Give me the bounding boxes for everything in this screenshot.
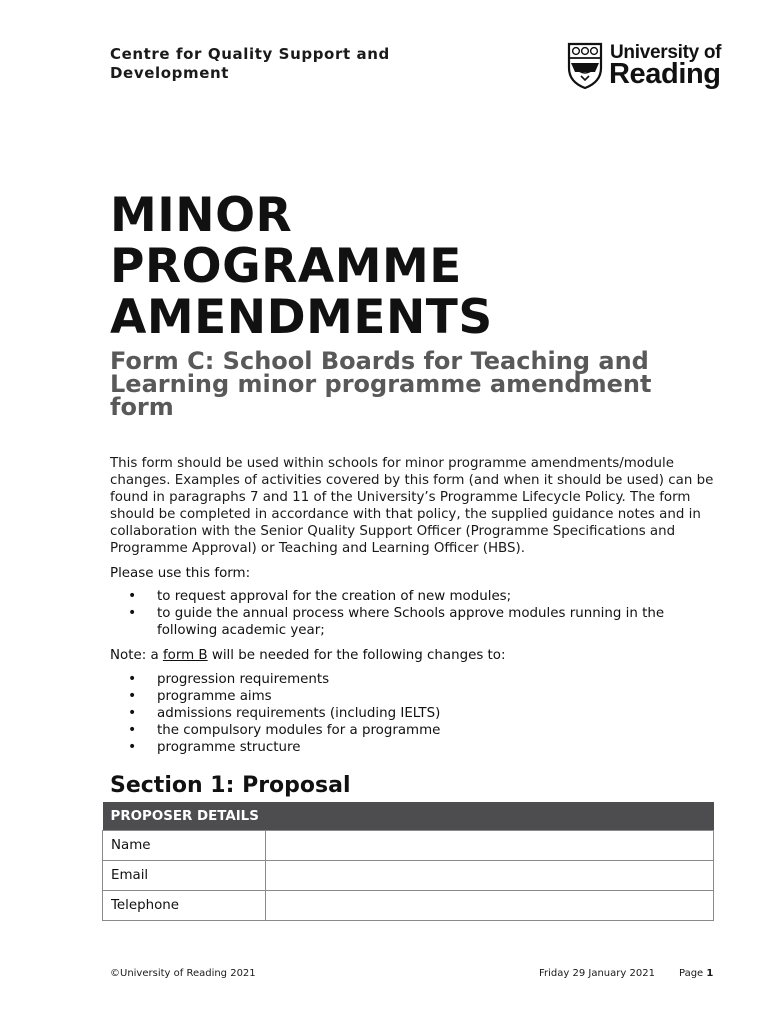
table-row xyxy=(103,891,714,921)
page-label: Page xyxy=(679,968,704,979)
department-name: Centre for Quality Support and Development xyxy=(110,45,390,82)
intro-paragraph: This form should be used within schools for minor programme amendments/module changes. Examples of activities covered by this form (and when it should be used) can be found in paragraphs 7 and 11 of the University’s Programme Lifecycle Policy. The form should be completed in accordance with that policy, the supplied guidance notes and in collaboration with the Senior Quality Support Officer (Programme Specifications and Programme Approval) or Teaching and Learning Officer (HBS). xyxy=(110,456,714,556)
list-item: • programme structure xyxy=(128,739,718,756)
table-row xyxy=(103,861,714,891)
logo-text-line1: University of xyxy=(610,42,722,63)
title-line: PROGRAMME xyxy=(110,239,462,294)
list-item: • to guide the annual process where Schools approve modules running in the following academic year; xyxy=(128,605,718,639)
name-label: Name xyxy=(103,831,266,861)
university-logo xyxy=(567,42,727,94)
footer-copyright: ©University of Reading 2021 xyxy=(110,968,256,979)
title-line: MINOR xyxy=(110,188,293,243)
changes-list xyxy=(128,671,718,756)
document-title xyxy=(110,190,670,343)
list-item: • programme aims xyxy=(128,688,718,705)
table-row xyxy=(103,831,714,861)
list-item: • admissions requirements (including IELTS) xyxy=(128,705,718,722)
university-crest-icon xyxy=(567,42,603,90)
proposer-details-header: PROPOSER DETAILS xyxy=(103,802,714,831)
name-field[interactable] xyxy=(266,831,714,861)
page-number: 1 xyxy=(706,968,714,979)
note-paragraph xyxy=(110,647,506,664)
note-suffix: will be needed for the following changes to: xyxy=(207,648,506,663)
list-item: • to request approval for the creation of new modules; xyxy=(128,588,718,605)
list-item: • progression requirements xyxy=(128,671,718,688)
telephone-label: Telephone xyxy=(103,891,266,921)
please-use-label: Please use this form: xyxy=(110,566,251,581)
use-list xyxy=(128,588,718,639)
form-b-link[interactable]: form B xyxy=(162,648,208,663)
telephone-field[interactable] xyxy=(266,891,714,921)
email-label: Email xyxy=(103,861,266,891)
footer-date: Friday 29 January 2021 xyxy=(539,968,655,979)
email-field[interactable] xyxy=(266,861,714,891)
list-item: • the compulsory modules for a programme xyxy=(128,722,718,739)
proposer-details-table xyxy=(102,802,714,921)
document-subtitle: Form C: School Boards for Teaching and Learning minor programme amendment form xyxy=(110,347,652,421)
title-line: AMENDMENTS xyxy=(110,290,493,345)
section-1-heading: Section 1: Proposal xyxy=(110,773,351,798)
footer-page xyxy=(679,968,713,979)
logo-text-line2: Reading xyxy=(609,58,721,90)
note-prefix: Note: a xyxy=(110,648,163,663)
